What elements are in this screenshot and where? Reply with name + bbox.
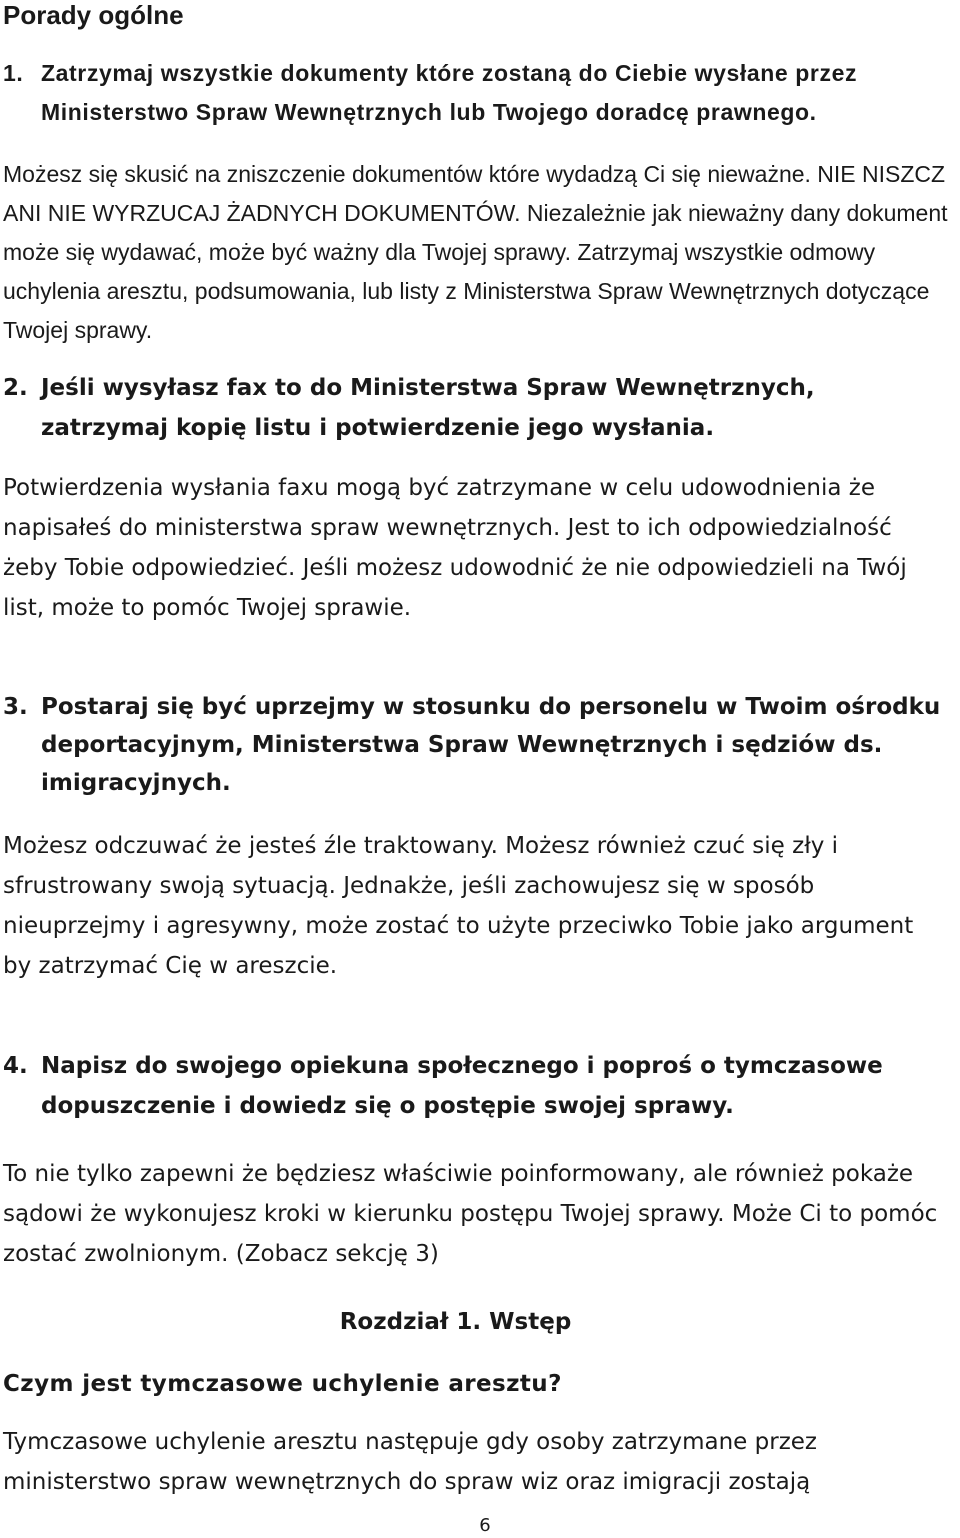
section-heading: Porady ogólne bbox=[3, 0, 184, 30]
question-heading: Czym jest tymczasowe uchylenie aresztu? bbox=[3, 1371, 562, 1397]
advice-item-number: 4. bbox=[3, 1053, 28, 1079]
chapter-title: Rozdział 1. Wstęp bbox=[339, 1309, 572, 1335]
advice-paragraph-3: Możesz odczuwać że jesteś źle traktowany. Możesz również czuć się zły i sfrustrowany swoją sytuacją. Jednakże, jeśli zachowujesz się w sposób nieuprzejmy i agresywny, może zostać to użyte przeciwko Tobie jako argument by zatrzymać Cię w areszcie. bbox=[3, 833, 914, 979]
advice-item-number: 3. bbox=[3, 694, 28, 720]
document-page bbox=[3, 0, 948, 1502]
advice-item-title: Zatrzymaj wszystkie dokumenty które zostaną do Ciebie wysłane przez Ministerstwo Spraw Wewnętrznych lub Twojego doradcę prawnego. bbox=[41, 60, 858, 125]
advice-item-number: 1. bbox=[3, 60, 24, 86]
advice-item-4 bbox=[3, 1046, 948, 1126]
advice-paragraph-4: To nie tylko zapewni że będziesz właściwie poinformowany, ale również pokaże sądowi że wykonujesz kroki w kierunku postępu Twojej sprawy. Może Ci to pomóc zostać zwolnionym. (Zobacz sekcję 3) bbox=[3, 1161, 938, 1267]
page-number: 6 bbox=[479, 1515, 491, 1536]
intro-paragraph: Tymczasowe uchylenie aresztu następuje gdy osoby zatrzymane przez ministerstwo spraw wewnętrznych do spraw wiz oraz imigracji zostają bbox=[3, 1429, 817, 1495]
advice-item-1 bbox=[3, 54, 948, 132]
advice-item-title: Napisz do swojego opiekuna społecznego i poproś o tymczasowe dopuszczenie i dowiedz się o postępie swojej sprawy. bbox=[41, 1053, 883, 1119]
advice-item-number: 2. bbox=[3, 375, 28, 401]
advice-item-title: Postaraj się być uprzejmy w stosunku do personelu w Twoim ośrodku deportacyjnym, Ministerstwa Spraw Wewnętrznych i sędziów ds. imigracyjnych. bbox=[41, 694, 941, 796]
advice-paragraph-2: Potwierdzenia wysłania faxu mogą być zatrzymane w celu udowodnienia że napisałeś do ministerstwa spraw wewnętrznych. Jest to ich odpowiedzialność żeby Tobie odpowiedzieć. Jeśli możesz udowodnić że nie odpowiedzieli na Twój list, może to pomóc Twojej sprawie. bbox=[3, 475, 907, 621]
advice-item-title: Jeśli wysyłasz fax to do Ministerstwa Spraw Wewnętrznych, zatrzymaj kopię listu i potwierdzenie jego wysłania. bbox=[41, 375, 815, 441]
advice-item-2 bbox=[3, 368, 948, 448]
advice-item-3 bbox=[3, 688, 948, 802]
advice-paragraph-1: Możesz się skusić na zniszczenie dokumentów które wydadzą Ci się nieważne. NIE NISZCZ ANI NIE WYRZUCAJ ŻADNYCH DOKUMENTÓW. Niezależnie jak nieważny dany dokument może się wydawać, może być ważny dla Twojej sprawy. Zatrzymaj wszystkie odmowy uchylenia aresztu, podsumowania, lub listy z Ministerstwa Spraw Wewnętrznych dotyczące Twojej sprawy. bbox=[3, 161, 948, 343]
